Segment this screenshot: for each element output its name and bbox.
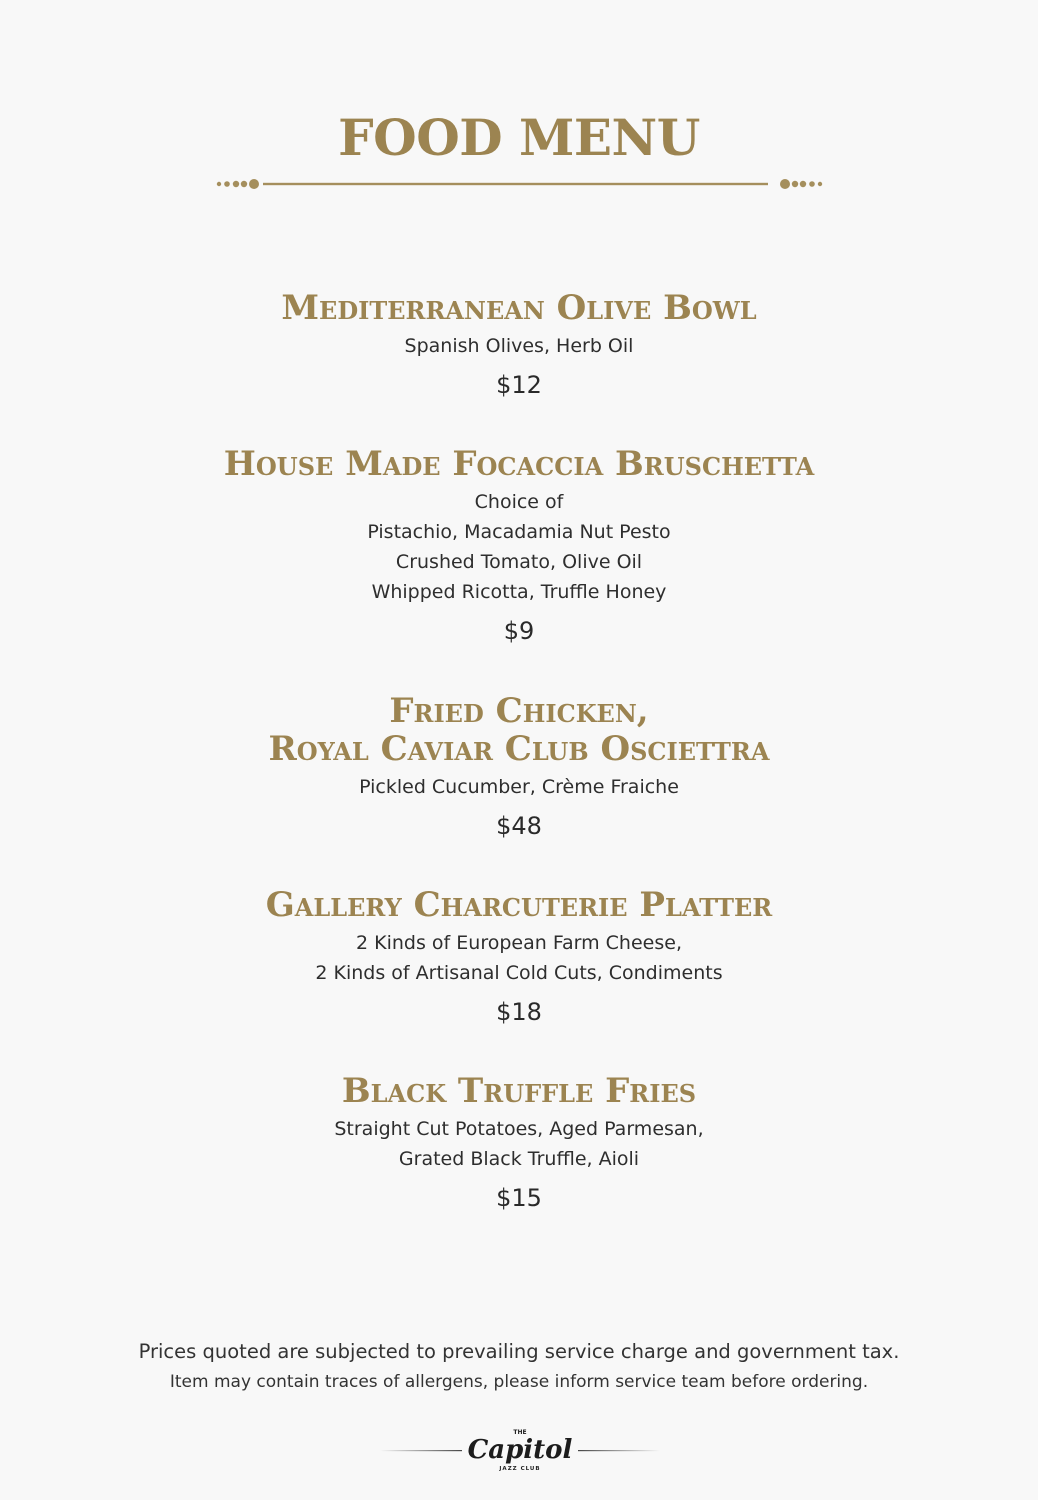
page-title: FOOD MENU: [338, 108, 700, 167]
item-name: [0, 692, 1038, 768]
description-line: Grated Black Truffle, Aioli: [398, 1148, 640, 1170]
item-name: Black Truffle Fries: [341, 1071, 697, 1111]
menu-item: [0, 445, 1038, 647]
item-price: $12: [496, 371, 542, 399]
menu-item: [0, 886, 1038, 1028]
item-description: [0, 487, 1038, 607]
allergen-note: Item may contain traces of allergens, please inform service team before ordering.: [169, 1372, 869, 1392]
item-description: [0, 1114, 1038, 1174]
description-line: Spanish Olives, Herb Oil: [404, 335, 634, 357]
service-charge-note: Prices quoted are subjected to prevailing service charge and government tax.: [138, 1340, 900, 1363]
description-line: 2 Kinds of European Farm Cheese,: [356, 932, 682, 954]
description-line: Straight Cut Potatoes, Aged Parmesan,: [334, 1118, 704, 1140]
logo-text-top: THE: [513, 1429, 527, 1436]
menu-item: [0, 289, 1038, 401]
item-description: [0, 772, 1038, 802]
capitol-jazz-club-logo: [380, 1425, 660, 1477]
description-line: Whipped Ricotta, Truffle Honey: [371, 581, 667, 603]
description-line: Pistachio, Macadamia Nut Pesto: [367, 521, 671, 543]
description-line: Choice of: [474, 491, 564, 513]
item-description: [0, 331, 1038, 361]
logo-text-bottom: JAZZ CLUB: [499, 1466, 541, 1472]
item-price: $18: [496, 998, 542, 1026]
item-name: House Made Focaccia Bruschetta: [223, 444, 815, 484]
description-line: 2 Kinds of Artisanal Cold Cuts, Condiments: [315, 962, 723, 984]
item-price: $48: [496, 812, 542, 840]
logo-text-main: Capitol: [467, 1435, 573, 1465]
menu-item: [0, 1072, 1038, 1214]
item-name-line: Fried Chicken,: [389, 691, 649, 731]
item-description: [0, 928, 1038, 988]
item-price: $15: [496, 1184, 542, 1212]
description-line: Crushed Tomato, Olive Oil: [395, 551, 643, 573]
description-line: Pickled Cucumber, Crème Fraiche: [359, 776, 679, 798]
menu-item: [0, 692, 1038, 842]
item-name: Gallery Charcuterie Platter: [265, 885, 773, 925]
item-price: $9: [503, 617, 535, 645]
item-name-line: Royal Caviar Club Osciettra: [268, 729, 770, 769]
item-name: Mediterranean Olive Bowl: [281, 288, 757, 328]
ornamental-divider: [0, 170, 1038, 198]
